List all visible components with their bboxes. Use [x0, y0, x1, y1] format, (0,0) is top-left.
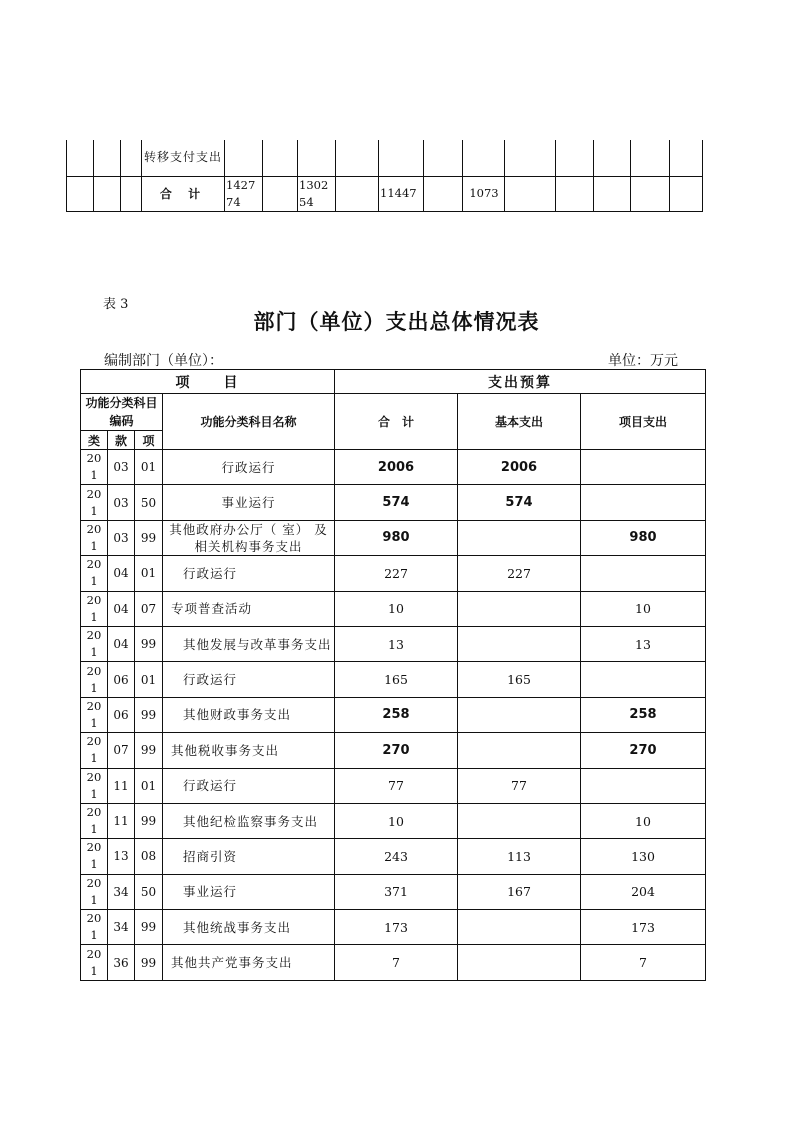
- total-cell: 227: [335, 556, 458, 591]
- table-row: [81, 910, 706, 945]
- total-cell: 77: [335, 768, 458, 803]
- table-body: [81, 450, 706, 981]
- project-cell: 204: [581, 874, 706, 909]
- code-lei-cell: 201: [81, 839, 108, 874]
- total-cell: 2006: [335, 450, 458, 485]
- code-xiang-cell: 99: [135, 945, 163, 980]
- transfer-row: [67, 140, 703, 176]
- subject-name-cell: 行政运行: [163, 556, 335, 591]
- expenditure-table: [80, 369, 706, 981]
- unit-label: 单位：万元: [608, 353, 678, 369]
- table-row: [81, 874, 706, 909]
- code-lei-cell: 201: [81, 945, 108, 980]
- code-lei-cell: 201: [81, 697, 108, 732]
- table-row: [81, 591, 706, 626]
- header-row-1: [81, 370, 706, 394]
- table-row: [81, 839, 706, 874]
- table-row: [81, 662, 706, 697]
- code-xiang-cell: 99: [135, 520, 163, 555]
- table-row: [81, 945, 706, 980]
- header-basic: 基本支出: [458, 394, 581, 450]
- subject-name-cell: 事业运行: [163, 874, 335, 909]
- table-row: [81, 626, 706, 661]
- subject-name-cell: 专项普查活动: [163, 591, 335, 626]
- project-cell: [581, 662, 706, 697]
- code-kuan-cell: 06: [108, 697, 135, 732]
- basic-cell: [458, 697, 581, 732]
- table-row: [81, 733, 706, 768]
- basic-cell: 77: [458, 768, 581, 803]
- total-cell: 173: [335, 910, 458, 945]
- code-kuan-cell: 36: [108, 945, 135, 980]
- subject-name-cell: 行政运行: [163, 450, 335, 485]
- total-value-2: 130254: [298, 176, 336, 211]
- code-lei-cell: 201: [81, 733, 108, 768]
- table-row: [81, 450, 706, 485]
- total-cell: 13: [335, 626, 458, 661]
- project-cell: 130: [581, 839, 706, 874]
- project-cell: [581, 450, 706, 485]
- total-cell: 258: [335, 697, 458, 732]
- page-title: 部门（单位）支出总体情况表: [253, 310, 540, 334]
- code-kuan-cell: 34: [108, 910, 135, 945]
- basic-cell: 167: [458, 874, 581, 909]
- code-kuan-cell: 03: [108, 485, 135, 520]
- total-label: 合 计: [142, 176, 225, 211]
- header-row-2: [81, 394, 706, 431]
- table-row: [81, 697, 706, 732]
- code-kuan-cell: 07: [108, 733, 135, 768]
- code-xiang-cell: 50: [135, 874, 163, 909]
- basic-cell: [458, 591, 581, 626]
- code-lei-cell: 201: [81, 874, 108, 909]
- code-lei-cell: 201: [81, 520, 108, 555]
- subject-name-cell: 其他政府办公厅（ 室） 及相关机构事务支出: [163, 520, 335, 555]
- subject-name-cell: 其他税收事务支出: [163, 733, 335, 768]
- total-cell: 7: [335, 945, 458, 980]
- project-cell: 13: [581, 626, 706, 661]
- code-xiang-cell: 99: [135, 697, 163, 732]
- project-cell: 980: [581, 520, 706, 555]
- header-xiang: 项: [135, 431, 163, 450]
- header-kuan: 款: [108, 431, 135, 450]
- code-kuan-cell: 04: [108, 591, 135, 626]
- table-row: [81, 803, 706, 838]
- table-row: [81, 485, 706, 520]
- basic-cell: 574: [458, 485, 581, 520]
- total-cell: 243: [335, 839, 458, 874]
- code-kuan-cell: 04: [108, 556, 135, 591]
- subject-name-cell: 其他纪检监察事务支出: [163, 803, 335, 838]
- department-label: 编制部门（单位）：: [104, 353, 223, 369]
- header-code-group: 功能分类科目编码: [81, 394, 163, 431]
- table-number: 表 3: [103, 297, 129, 312]
- basic-cell: [458, 520, 581, 555]
- code-xiang-cell: 50: [135, 485, 163, 520]
- total-cell: 371: [335, 874, 458, 909]
- subject-name-cell: 事业运行: [163, 485, 335, 520]
- transfer-label: 转移支付支出: [143, 150, 222, 165]
- total-cell: 270: [335, 733, 458, 768]
- project-cell: [581, 485, 706, 520]
- code-lei-cell: 201: [81, 803, 108, 838]
- project-cell: 10: [581, 803, 706, 838]
- header-name: 功能分类科目名称: [163, 394, 335, 450]
- subject-name-cell: 其他统战事务支出: [163, 910, 335, 945]
- subject-name-cell: 其他共产党事务支出: [163, 945, 335, 980]
- total-value-3: 11447: [379, 176, 424, 211]
- project-cell: [581, 768, 706, 803]
- table-row: [81, 520, 706, 555]
- code-xiang-cell: 99: [135, 803, 163, 838]
- subject-name-cell: 其他发展与改革事务支出: [163, 626, 335, 661]
- project-cell: 258: [581, 697, 706, 732]
- code-lei-cell: 201: [81, 626, 108, 661]
- table-row: [81, 768, 706, 803]
- header-lei: 类: [81, 431, 108, 450]
- code-lei-cell: 201: [81, 556, 108, 591]
- project-cell: 7: [581, 945, 706, 980]
- basic-cell: [458, 626, 581, 661]
- total-cell: 574: [335, 485, 458, 520]
- subject-name-cell: 其他财政事务支出: [163, 697, 335, 732]
- subject-name-cell: 招商引资: [163, 839, 335, 874]
- header-budget: 支出预算: [335, 370, 706, 394]
- total-value-4: 1073: [463, 176, 505, 211]
- code-kuan-cell: 13: [108, 839, 135, 874]
- transfer-label-cell: [142, 140, 225, 176]
- code-kuan-cell: 04: [108, 626, 135, 661]
- subject-name-cell: 行政运行: [163, 768, 335, 803]
- code-xiang-cell: 08: [135, 839, 163, 874]
- basic-cell: 165: [458, 662, 581, 697]
- project-cell: 173: [581, 910, 706, 945]
- project-cell: 270: [581, 733, 706, 768]
- basic-cell: [458, 803, 581, 838]
- code-kuan-cell: 06: [108, 662, 135, 697]
- code-xiang-cell: 99: [135, 910, 163, 945]
- code-kuan-cell: 03: [108, 450, 135, 485]
- code-kuan-cell: 11: [108, 768, 135, 803]
- code-xiang-cell: 07: [135, 591, 163, 626]
- code-xiang-cell: 01: [135, 662, 163, 697]
- project-cell: [581, 556, 706, 591]
- code-lei-cell: 201: [81, 662, 108, 697]
- code-kuan-cell: 34: [108, 874, 135, 909]
- basic-cell: 113: [458, 839, 581, 874]
- code-lei-cell: 201: [81, 591, 108, 626]
- code-lei-cell: 201: [81, 768, 108, 803]
- code-kuan-cell: 03: [108, 520, 135, 555]
- code-xiang-cell: 99: [135, 733, 163, 768]
- previous-table-fragment: [66, 140, 703, 212]
- total-cell: 10: [335, 803, 458, 838]
- code-xiang-cell: 01: [135, 556, 163, 591]
- header-total: 合 计: [335, 394, 458, 450]
- code-xiang-cell: 01: [135, 450, 163, 485]
- total-cell: 10: [335, 591, 458, 626]
- code-xiang-cell: 01: [135, 768, 163, 803]
- code-kuan-cell: 11: [108, 803, 135, 838]
- total-cell: 165: [335, 662, 458, 697]
- basic-cell: [458, 733, 581, 768]
- header-project-exp: 项目支出: [581, 394, 706, 450]
- header-project: 项 目: [81, 370, 335, 394]
- total-value-1: 142774: [225, 176, 263, 211]
- basic-cell: 2006: [458, 450, 581, 485]
- code-xiang-cell: 99: [135, 626, 163, 661]
- total-cell: 980: [335, 520, 458, 555]
- code-lei-cell: 201: [81, 485, 108, 520]
- subject-name-cell: 行政运行: [163, 662, 335, 697]
- code-lei-cell: 201: [81, 450, 108, 485]
- total-row: [67, 176, 703, 211]
- table-row: [81, 556, 706, 591]
- basic-cell: [458, 945, 581, 980]
- basic-cell: [458, 910, 581, 945]
- basic-cell: 227: [458, 556, 581, 591]
- project-cell: 10: [581, 591, 706, 626]
- code-lei-cell: 201: [81, 910, 108, 945]
